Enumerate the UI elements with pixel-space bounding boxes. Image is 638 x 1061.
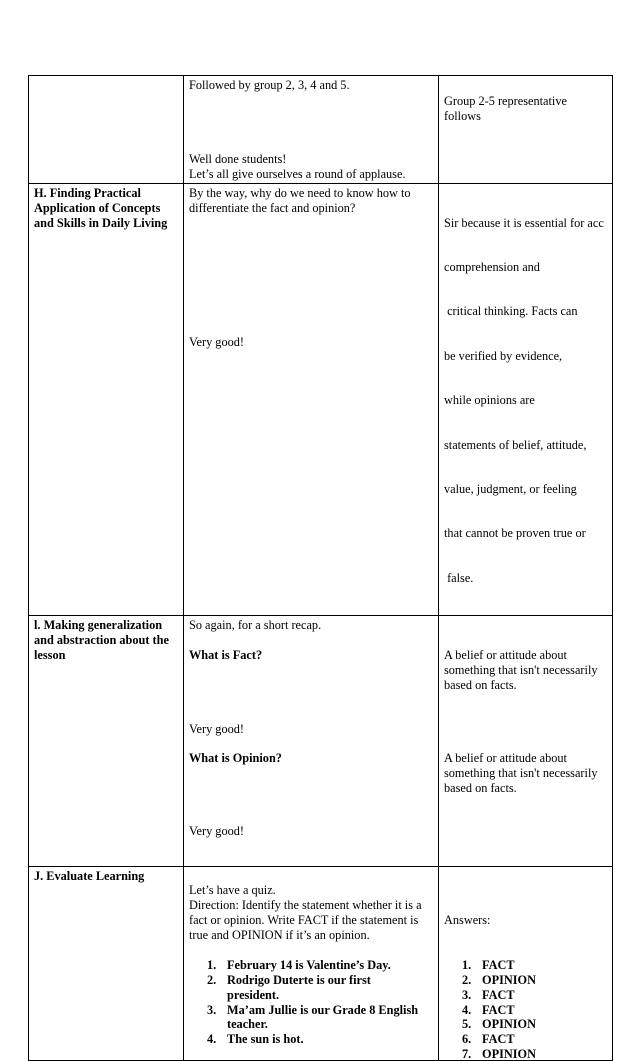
section-heading: l. Making generalization <box>34 618 163 633</box>
row-g-label-cell <box>29 76 184 184</box>
student-text: based on facts. <box>444 677 517 692</box>
teacher-text: Followed by group 2, 3, 4 and 5. <box>189 78 350 92</box>
answer-text: OPINION <box>482 1017 536 1032</box>
list-item <box>209 958 418 973</box>
row-j-teacher-cell <box>184 867 439 1061</box>
answer-text: OPINION <box>482 972 536 987</box>
question-opinion: What is Opinion? <box>189 751 282 766</box>
table-row-g <box>29 76 613 184</box>
item-number: 3. <box>207 1002 217 1017</box>
quiz-intro-text: Direction: Identify the statement whether it is a <box>189 897 422 912</box>
list-item <box>209 1003 418 1033</box>
teacher-text: Well done students! <box>189 152 287 166</box>
student-text: that cannot be proven true or <box>444 526 586 541</box>
answer-text: OPINION <box>482 1046 536 1061</box>
student-text: based on facts. <box>444 780 517 795</box>
quiz-item-text: Ma’am Jullie is our Grade 8 English <box>227 1002 419 1017</box>
teacher-text: So again, for a short recap. <box>189 618 322 633</box>
list-item <box>464 1003 536 1018</box>
student-text: something that isn't necessarily <box>444 662 598 677</box>
student-text: while opinions are <box>444 393 535 408</box>
item-number: 4. <box>207 1032 217 1047</box>
student-text: follows <box>444 109 481 123</box>
quiz-intro-text: true and OPINION if it’s an opinion. <box>189 927 370 942</box>
answer-list <box>464 958 536 1061</box>
quiz-intro-text: fact or opinion. Write FACT if the statement is <box>189 912 419 927</box>
list-item <box>464 958 536 973</box>
lesson-plan-table <box>28 75 613 1061</box>
answers-label: Answers: <box>444 913 491 928</box>
table-row-j <box>29 867 613 1061</box>
section-heading: J. Evaluate Learning <box>34 869 145 884</box>
list-item <box>209 973 418 1003</box>
student-text: value, judgment, or feeling <box>444 481 577 496</box>
teacher-text: differentiate the fact and opinion? <box>189 201 356 215</box>
row-i-teacher-cell <box>184 616 439 867</box>
item-number: 1. <box>207 958 217 973</box>
list-item <box>464 1047 536 1061</box>
teacher-text: By the way, why do we need to know how to <box>189 186 411 200</box>
student-text: A belief or attitude about <box>444 751 567 766</box>
section-heading: and abstraction about the <box>34 632 169 647</box>
table-row-i <box>29 616 613 867</box>
quiz-question-list <box>209 958 418 1047</box>
row-g-student-cell <box>439 76 613 184</box>
section-heading: Application of Concepts <box>34 200 161 215</box>
item-number: 3. <box>462 987 472 1002</box>
section-heading: H. Finding Practical <box>34 186 141 200</box>
teacher-text: Very good! <box>189 335 244 349</box>
row-i-student-cell <box>439 616 613 867</box>
student-text: be verified by evidence, <box>444 348 563 363</box>
teacher-text: Very good! <box>189 824 244 839</box>
list-item <box>209 1032 418 1047</box>
row-h-label-cell <box>29 184 184 616</box>
list-item <box>464 1032 536 1047</box>
student-text: critical thinking. Facts can <box>444 304 578 319</box>
student-text: something that isn't necessarily <box>444 765 598 780</box>
student-text: Group 2-5 representative <box>444 94 567 108</box>
row-h-teacher-cell <box>184 184 439 616</box>
item-number: 1. <box>462 958 472 973</box>
list-item <box>464 973 536 988</box>
section-heading: lesson <box>34 647 66 662</box>
list-item <box>464 988 536 1003</box>
answer-text: FACT <box>482 1002 515 1017</box>
row-h-student-cell <box>439 184 613 616</box>
table-row-h <box>29 184 613 616</box>
quiz-item-text: Rodrigo Duterte is our first <box>227 972 371 987</box>
answer-text: FACT <box>482 1032 515 1047</box>
row-g-teacher-cell <box>184 76 439 184</box>
row-i-label-cell <box>29 616 184 867</box>
item-number: 5. <box>462 1017 472 1032</box>
item-number: 7. <box>462 1046 472 1061</box>
student-text: A belief or attitude about <box>444 648 567 663</box>
item-number: 2. <box>207 972 217 987</box>
list-item <box>464 1017 536 1032</box>
student-text: comprehension and <box>444 259 540 274</box>
question-fact: What is Fact? <box>189 648 263 663</box>
quiz-item-text: teacher. <box>227 1017 268 1032</box>
section-heading: and Skills in Daily Living <box>34 215 168 230</box>
item-number: 4. <box>462 1002 472 1017</box>
answer-text: FACT <box>482 987 515 1002</box>
student-text: false. <box>444 570 474 585</box>
quiz-intro-text: Let’s have a quiz. <box>189 883 276 898</box>
quiz-item-text: The sun is hot. <box>227 1032 304 1047</box>
row-j-student-cell <box>439 867 613 1061</box>
student-text: Sir because it is essential for acc <box>444 215 604 230</box>
item-number: 2. <box>462 972 472 987</box>
quiz-item-text: February 14 is Valentine’s Day. <box>227 958 391 973</box>
student-text: statements of belief, attitude, <box>444 437 587 452</box>
teacher-text: Very good! <box>189 722 244 737</box>
row-j-label-cell <box>29 867 184 1061</box>
answer-text: FACT <box>482 958 515 973</box>
quiz-item-text: president. <box>227 987 280 1002</box>
item-number: 6. <box>462 1032 472 1047</box>
teacher-text: Let’s all give ourselves a round of applause. <box>189 167 406 181</box>
